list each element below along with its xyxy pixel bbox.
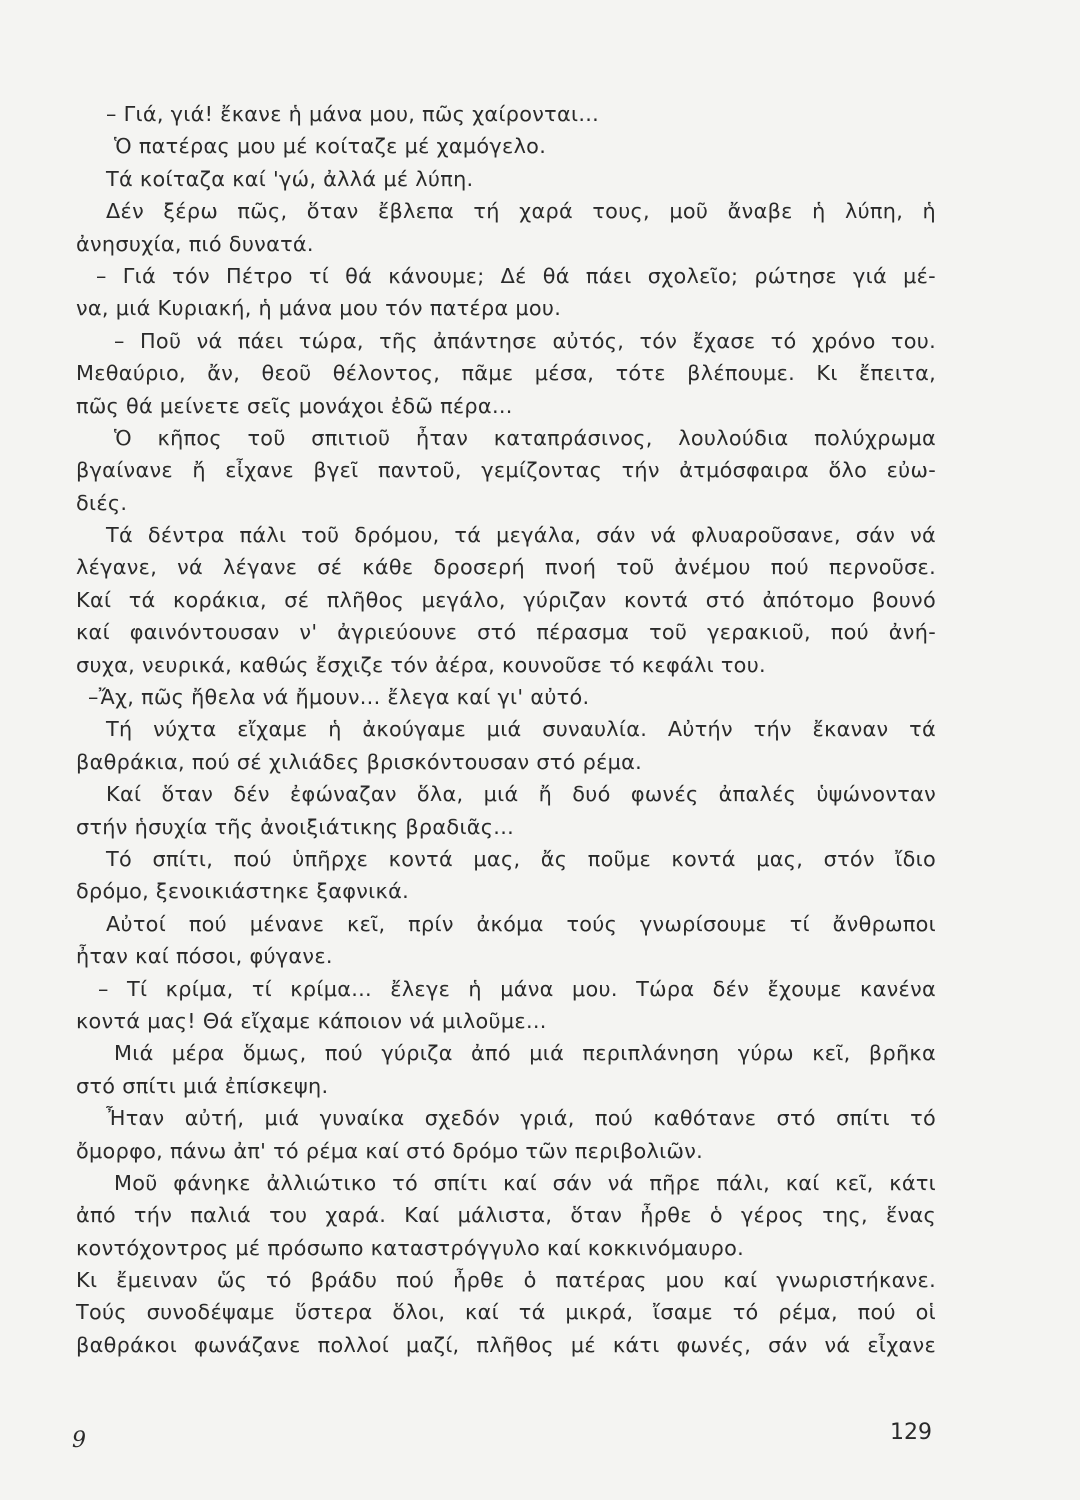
text-line: Καί ὅταν δέν ἐφώναζαν ὅλα, μιά ἤ δυό φωνές ἀπαλές ὑψώνονταν xyxy=(106,782,936,807)
text-line: στό σπίτι μιά ἐπίσκεψη. xyxy=(76,1073,329,1098)
text-line: Τά κοίταζα καί 'γώ, ἀλλά μέ λύπη. xyxy=(106,166,474,191)
text-line: δρόμο, ξενοικιάστηκε ξαφνικά. xyxy=(76,879,409,904)
text-line: βγαίνανε ἤ εἶχανε βγεῖ παντοῦ, γεμίζοντας τήν ἀτμόσφαιρα ὅλο εὐω- xyxy=(76,458,936,483)
text-line: Κι ἔμειναν ὥς τό βράδυ πού ἦρθε ὁ πατέρας μου καί γνωριστήκανε. xyxy=(76,1268,936,1293)
text-line: Μοῦ φάνηκε ἀλλιώτικο τό σπίτι καί σάν νά πῆρε πάλι, καί κεῖ, κάτι xyxy=(114,1170,936,1195)
text-line: βαθράκοι φωνάζανε πολλοί μαζί, πλῆθος μέ κάτι φωνές, σάν νά εἶχανε xyxy=(76,1332,936,1357)
text-line: διές. xyxy=(76,490,128,515)
text-line: Τό σπίτι, πού ὑπῆρχε κοντά μας, ἄς ποῦμε κοντά μας, στόν ἴδιο xyxy=(106,846,936,871)
text-line: Μιά μέρα ὅμως, πού γύριζα ἀπό μιά περιπλάνηση γύρω κεῖ, βρῆκα xyxy=(114,1041,936,1066)
text-line: Καί τά κοράκια, σέ πλῆθος μεγάλο, γύριζαν κοντά στό ἀπότομο βουνό xyxy=(76,587,936,612)
text-line: καί φαινόντουσαν ν' ἀγριεύουνε στό πέρασμα τοῦ γερακιοῦ, πού ἀνή- xyxy=(76,620,936,645)
page-number: 129 xyxy=(890,1420,932,1445)
text-line: να, μιά Κυριακή, ἡ μάνα μου τόν πατέρα μου. xyxy=(76,296,562,321)
text-line: Ὁ πατέρας μου μέ κοίταζε μέ χαμόγελο. xyxy=(114,134,547,159)
signature-mark: 9 xyxy=(72,1428,86,1453)
text-line: Ὁ κῆπος τοῦ σπιτιοῦ ἦταν καταπράσινος, λουλούδια πολύχρωμα xyxy=(114,425,936,450)
text-line: Ἦταν αὐτή, μιά γυναίκα σχεδόν γριά, πού καθότανε στό σπίτι τό xyxy=(106,1106,936,1131)
text-line: στήν ἡσυχία τῆς ἀνοιξιάτικης βραδιᾶς... xyxy=(76,814,515,839)
text-line: ἀνησυχία, πιό δυνατά. xyxy=(76,231,314,256)
text-line: – Ποῦ νά πάει τώρα, τῆς ἀπάντησε αὐτός, τόν ἔχασε τό χρόνο του. xyxy=(114,328,936,353)
text-line: συχα, νευρικά, καθώς ἔσχιζε τόν ἀέρα, κουνοῦσε τό κεφάλι του. xyxy=(76,652,766,677)
text-line: ὄμορφο, πάνω ἀπ' τό ρέμα καί στό δρόμο τῶν περιβολιῶν. xyxy=(76,1138,704,1163)
text-line: Τή νύχτα εἴχαμε ἡ ἀκούγαμε μιά συναυλία. Αὐτήν τήν ἔκαναν τά xyxy=(106,717,936,742)
text-line: κοντόχοντρος μέ πρόσωπο καταστρόγγυλο καί κοκκινόμαυρο. xyxy=(76,1235,745,1260)
text-line: Δέν ξέρω πῶς, ὅταν ἔβλεπα τή χαρά τους, μοῦ ἄναβε ἡ λύπη, ἡ xyxy=(106,199,936,224)
text-line: βαθράκια, πού σέ χιλιάδες βρισκόντουσαν στό ρέμα. xyxy=(76,749,643,774)
text-line: ἦταν καί πόσοι, φύγανε. xyxy=(76,944,333,969)
text-line: Τούς συνοδέψαμε ὕστερα ὅλοι, καί τά μικρά, ἴσαμε τό ρέμα, πού οἱ xyxy=(76,1300,936,1325)
text-line: – Γιά, γιά! ἔκανε ἡ μάνα μου, πῶς χαίρονται... xyxy=(106,102,600,126)
text-line: Τά δέντρα πάλι τοῦ δρόμου, τά μεγάλα, σάν νά φλυαροῦσανε, σάν νά xyxy=(106,523,936,548)
text-line: Μεθαύριο, ἄν, θεοῦ θέλοντος, πᾶμε μέσα, τότε βλέπουμε. Κι ἔπειτα, xyxy=(76,361,936,386)
text-line: κοντά μας! Θά εἴχαμε κάποιον νά μιλοῦμε... xyxy=(76,1008,547,1033)
text-line: ἀπό τήν παλιά του χαρά. Καί μάλιστα, ὅταν ἦρθε ὁ γέρος της, ἕνας xyxy=(76,1203,936,1228)
text-line: πῶς θά μείνετε σεῖς μονάχοι ἐδῶ πέρα... xyxy=(76,393,513,418)
text-line: – Τί κρίμα, τί κρίμα... ἔλεγε ἡ μάνα μου. Τώρα δέν ἔχουμε κανένα xyxy=(98,976,936,1001)
text-line: – Γιά τόν Πέτρο τί θά κάνουμε; Δέ θά πάει σχολεῖο; ρώτησε γιά μέ- xyxy=(96,263,936,288)
body-text xyxy=(76,98,936,1361)
text-line: λέγανε, νά λέγανε σέ κάθε δροσερή πνοή τοῦ ἀνέμου πού περνοῦσε. xyxy=(76,555,936,580)
text-line: Αὐτοί πού μένανε κεῖ, πρίν ἀκόμα τούς γνωρίσουμε τί ἄνθρωποι xyxy=(106,911,936,936)
text-line: –Ἄχ, πῶς ἤθελα νά ἤμουν... ἔλεγα καί γι' αὐτό. xyxy=(88,685,590,710)
